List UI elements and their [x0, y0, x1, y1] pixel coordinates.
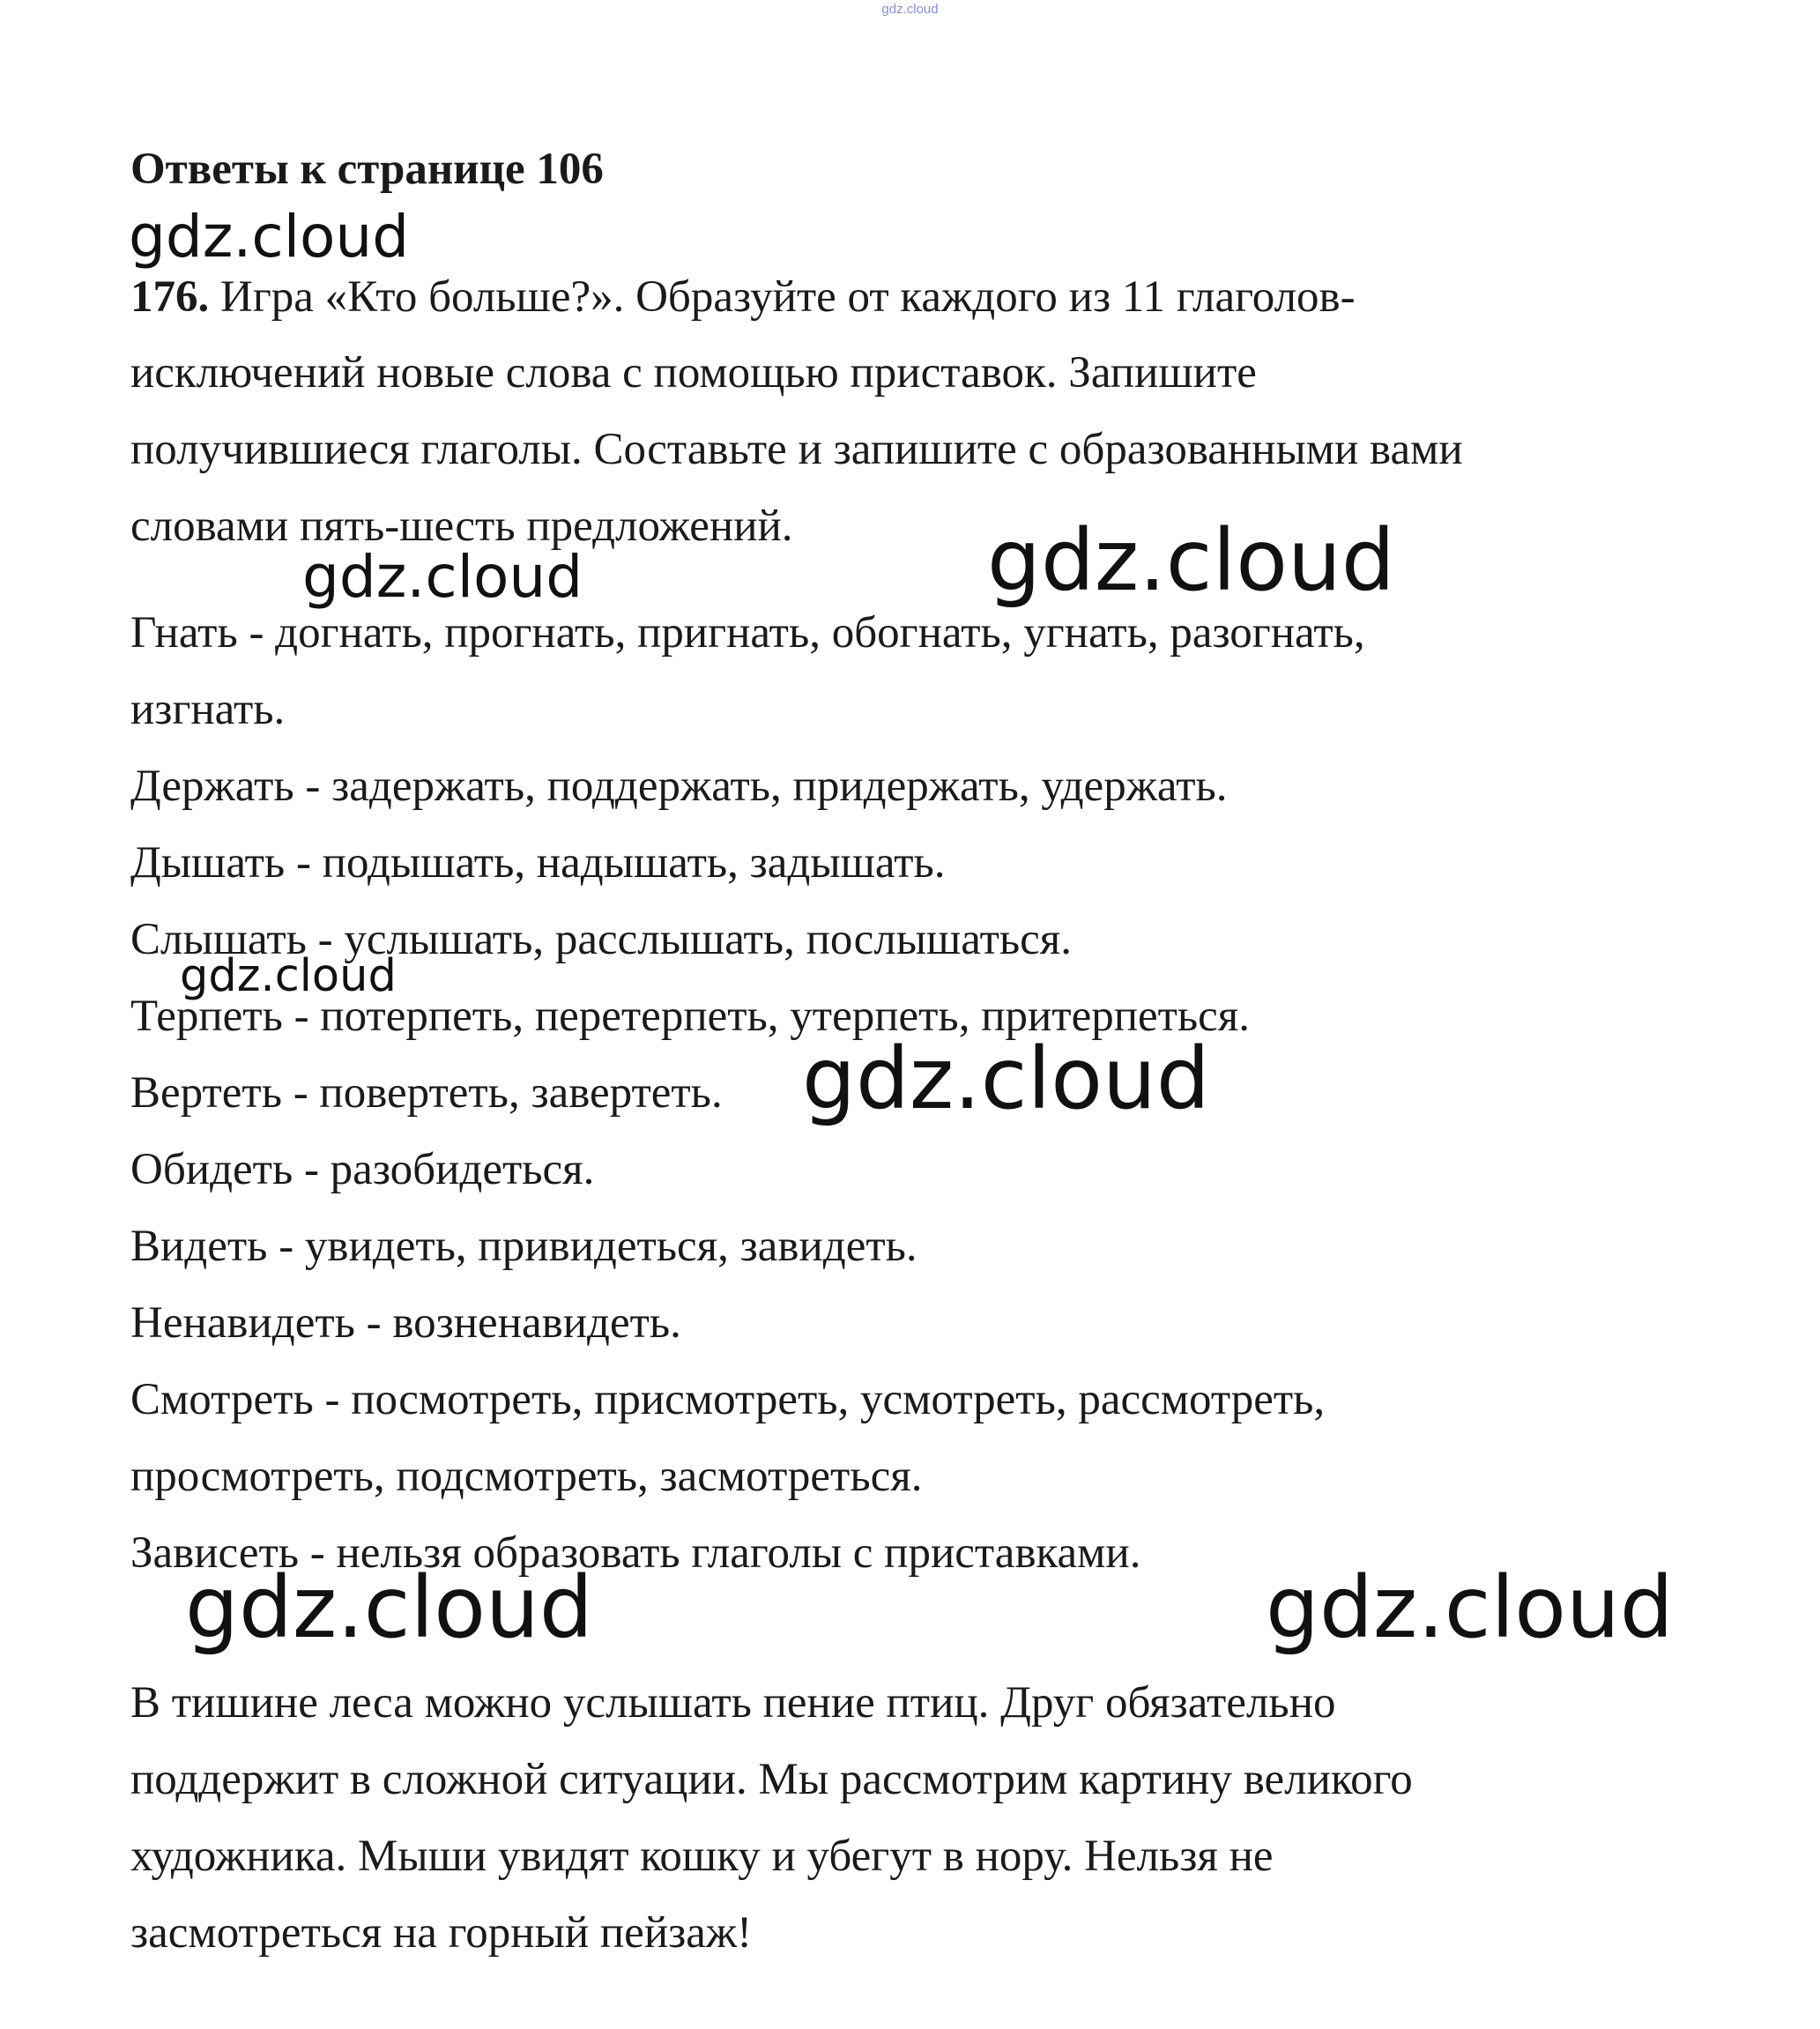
watermark: gdz.cloud — [302, 543, 583, 611]
watermark: gdz.cloud — [1266, 1558, 1674, 1657]
watermark: gdz.cloud — [185, 1558, 593, 1657]
site-mark: gdz.cloud — [881, 2, 939, 17]
sentence-line: поддержит в сложной ситуации. Мы рассмотрим картину великого — [130, 1755, 1413, 1804]
answer-line: изгнать. — [130, 685, 286, 734]
task-text: Игра «Кто больше?». Образуйте от каждого из 11 глаголов- — [220, 272, 1356, 322]
answer-line: Гнать - догнать, прогнать, пригнать, обогнать, угнать, разогнать, — [130, 608, 1365, 658]
sentence-line: художника. Мыши увидят кошку и убегут в нору. Нельзя не — [130, 1832, 1274, 1881]
task-line: исключений новые слова с помощью приставок. Запишите — [130, 348, 1257, 398]
task-line — [130, 272, 1356, 322]
task-line: получившиеся глаголы. Составьте и запишите с образованными вами — [130, 425, 1463, 474]
answer-line: Зависеть - нельзя образовать глаголы с приставками. — [130, 1528, 1141, 1578]
watermark: gdz.cloud — [802, 1029, 1210, 1128]
answer-line: Смотреть - посмотреть, присмотреть, усмотреть, рассмотреть, — [130, 1375, 1326, 1424]
answer-line: Вертеть - повертеть, завертеть. — [130, 1068, 723, 1118]
answer-line: Видеть - увидеть, привидеться, завидеть. — [130, 1222, 917, 1271]
answer-line: Обидеть - разобидеться. — [130, 1145, 595, 1194]
answer-line: Терпеть - потерпеть, перетерпеть, утерпеть, притерпеться. — [130, 992, 1251, 1041]
answer-line: Дышать - подышать, надышать, задышать. — [130, 838, 946, 888]
answer-line: Ненавидеть - возненавидеть. — [130, 1298, 681, 1348]
sentence-line: засмотреться на горный пейзаж! — [130, 1908, 753, 1958]
sentence-line: В тишине леса можно услышать пение птиц. Друг обязательно — [130, 1678, 1336, 1728]
task-number: 176. — [130, 272, 210, 322]
answer-line: Слышать - услышать, расслышать, послышаться. — [130, 915, 1072, 964]
page-title: Ответы к странице 106 — [130, 145, 604, 194]
answer-line: Держать - задержать, поддержать, придержать, удержать. — [130, 762, 1228, 811]
task-line: словами пять-шесть предложений. — [130, 502, 793, 551]
watermark: gdz.cloud — [987, 511, 1395, 610]
answer-line: просмотреть, подсмотреть, засмотреться. — [130, 1452, 923, 1501]
watermark: gdz.cloud — [129, 203, 410, 271]
watermark: gdz.cloud — [180, 950, 397, 1002]
